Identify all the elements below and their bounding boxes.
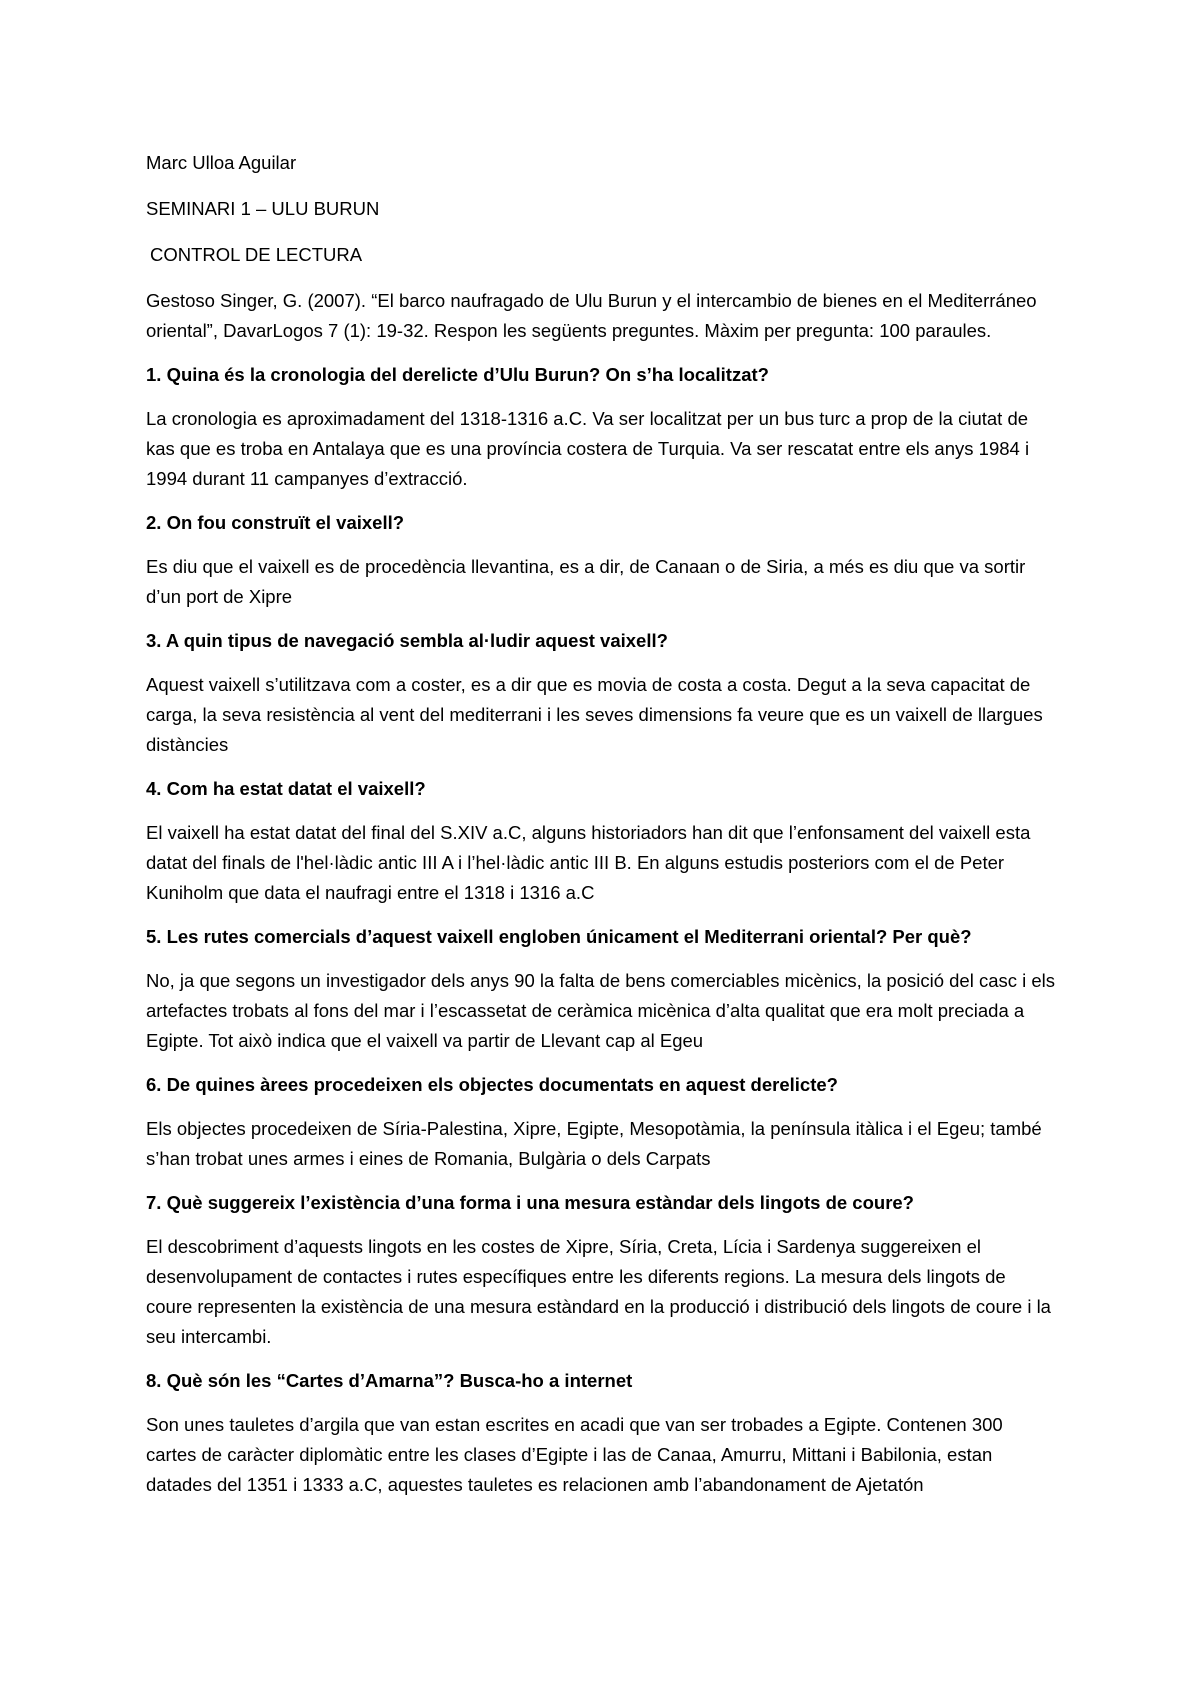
answer-6: Els objectes procedeixen de Síria-Palestina, Xipre, Egipte, Mesopotàmia, la península itàlica i el Egeu; també s’han trobat unes armes i eines de Romania, Bulgària o dels Carpats	[146, 1118, 1042, 1169]
question-6: 6. De quines àrees procedeixen els objectes documentats en aquest derelicte?	[146, 1074, 838, 1095]
answer-5: No, ja que segons un investigador dels anys 90 la falta de bens comerciables micènics, la posició del casc i els artefactes trobats al fons del mar i l’escassetat de ceràmica micènica d’alta qualitat que era molt preciada a Egipte. Tot això indica que el vaixell va partir de Llevant cap al Egeu	[146, 970, 1056, 1051]
seminar-title: SEMINARI 1 – ULU BURUN	[146, 198, 380, 219]
control-title: CONTROL DE LECTURA	[150, 244, 363, 265]
answer-8: Son unes tauletes d’argila que van estan escrites en acadi que van ser trobades a Egipte. Contenen 300 cartes de caràcter diplomàtic entre les clases d’Egipte i las de Canaa, Amurru, Mittani i Babilonia, estan datades del 1351 i 1333 a.C, aquestes tauletes es relacionen amb l’abandonament de Ajetatón	[146, 1414, 1003, 1495]
answer-1: La cronologia es aproximadament del 1318-1316 a.C. Va ser localitzat per un bus turc a prop de la ciutat de kas que es troba en Antalaya que es una província costera de Turquia. Va ser rescatat entre els anys 1984 i 1994 durant 11 campanyes d’extracció.	[146, 408, 1030, 489]
answer-3: Aquest vaixell s’utilitzava com a coster, es a dir que es movia de costa a costa. Degut a la seva capacitat de carga, la seva resistència al vent del mediterrani i les seves dimensions fa veure que es un vaixell de llargues distàncies	[146, 674, 1043, 755]
question-2: 2. On fou construït el vaixell?	[146, 512, 405, 533]
question-3: 3. A quin tipus de navegació sembla al·ludir aquest vaixell?	[146, 630, 668, 651]
question-8: 8. Què són les “Cartes d’Amarna”? Busca-ho a internet	[146, 1370, 633, 1391]
answer-7: El descobriment d’aquests lingots en les costes de Xipre, Síria, Creta, Lícia i Sardenya suggereixen el desenvolupament de contactes i rutes específiques entre les diferents regions. La mesura dels lingots de coure representen la existència de una mesura estàndard en la producció i distribució dels lingots de coure i la seu intercambi.	[146, 1236, 1051, 1347]
question-4: 4. Com ha estat datat el vaixell?	[146, 778, 426, 799]
question-1: 1. Quina és la cronologia del derelicte d’Ulu Burun? On s’ha localitzat?	[146, 364, 769, 385]
answer-2: Es diu que el vaixell es de procedència llevantina, es a dir, de Canaan o de Siria, a més es diu que va sortir d’un port de Xipre	[146, 556, 1026, 607]
document-body	[146, 148, 1056, 1514]
author-name: Marc Ulloa Aguilar	[146, 152, 297, 173]
question-7: 7. Què suggereix l’existència d’una forma i una mesura estàndar dels lingots de coure?	[146, 1192, 914, 1213]
answer-4: El vaixell ha estat datat del final del S.XIV a.C, alguns historiadors han dit que l’enfonsament del vaixell esta datat del finals de l'hel·làdic antic III A i l’hel·làdic antic III B. En alguns estudis posteriors com el de Peter Kuniholm que data el naufragi entre el 1318 i 1316 a.C	[146, 822, 1031, 903]
intro-paragraph: Gestoso Singer, G. (2007). “El barco naufragado de Ulu Burun y el intercambio de bienes en el Mediterráneo oriental”, DavarLogos 7 (1): 19-32. Respon les següents preguntes. Màxim per pregunta: 100 paraules.	[146, 290, 1037, 341]
question-5: 5. Les rutes comercials d’aquest vaixell engloben únicament el Mediterrani oriental? Per què?	[146, 926, 972, 947]
